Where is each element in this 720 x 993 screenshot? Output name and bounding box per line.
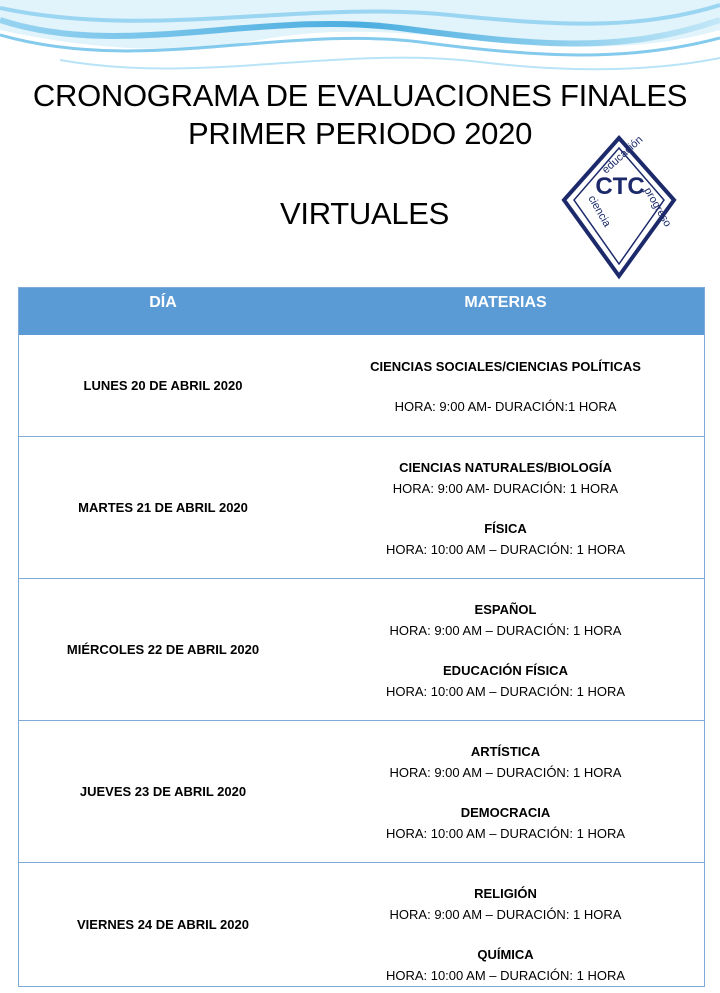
subject-time: HORA: 9:00 AM- DURACIÓN:1 HORA	[394, 399, 617, 414]
subjects-cell	[307, 335, 704, 436]
subject-time: HORA: 10:00 AM – DURACIÓN: 1 HORA	[385, 684, 626, 699]
exam-schedule-table	[18, 287, 705, 987]
subject-name: RELIGIÓN	[474, 886, 537, 901]
day-cell: LUNES 20 DE ABRIL 2020	[83, 378, 243, 393]
column-header-day: DÍA	[149, 294, 177, 311]
subject-name: FÍSICA	[484, 521, 527, 536]
subject-name: ARTÍSTICA	[470, 744, 541, 759]
svg-text:progreso: progreso	[641, 185, 674, 230]
subjects-cell	[307, 579, 704, 720]
page-title-line-2: PRIMER PERIODO 2020	[187, 116, 533, 151]
svg-text:ciencia: ciencia	[585, 193, 613, 230]
subjects-cell	[307, 721, 704, 862]
day-cell: JUEVES 23 DE ABRIL 2020	[79, 784, 247, 799]
day-cell: MIÉRCOLES 22 DE ABRIL 2020	[66, 642, 260, 657]
table-row	[19, 579, 704, 721]
page-title-line-1: CRONOGRAMA DE EVALUACIONES FINALES	[32, 78, 688, 113]
day-cell: VIERNES 24 DE ABRIL 2020	[77, 917, 249, 932]
page-subtitle: VIRTUALES	[280, 196, 450, 231]
table-row	[19, 721, 704, 863]
subject-time: HORA: 9:00 AM – DURACIÓN: 1 HORA	[389, 765, 622, 780]
subject-time: HORA: 10:00 AM – DURACIÓN: 1 HORA	[385, 826, 626, 841]
day-cell: MARTES 21 DE ABRIL 2020	[78, 500, 248, 515]
subject-time: HORA: 9:00 AM – DURACIÓN: 1 HORA	[389, 907, 622, 922]
subject-name: CIENCIAS NATURALES/BIOLOGÍA	[399, 460, 612, 475]
column-header-subjects: MATERIAS	[464, 294, 547, 311]
table-header	[19, 288, 704, 335]
subjects-cell	[307, 863, 704, 986]
subject-time: HORA: 10:00 AM – DURACIÓN: 1 HORA	[385, 968, 626, 983]
subject-time: HORA: 9:00 AM – DURACIÓN: 1 HORA	[389, 623, 622, 638]
subject-name: EDUCACIÓN FÍSICA	[443, 663, 568, 678]
subject-name: QUÍMICA	[477, 947, 534, 962]
subject-time: HORA: 9:00 AM- DURACIÓN: 1 HORA	[392, 481, 619, 496]
svg-text:CTC: CTC	[595, 173, 645, 200]
table-row	[19, 863, 704, 986]
subject-time: HORA: 10:00 AM – DURACIÓN: 1 HORA	[385, 542, 626, 557]
subjects-cell	[307, 437, 704, 578]
table-row	[19, 335, 704, 437]
school-logo	[560, 134, 678, 280]
svg-text:educación: educación	[599, 134, 646, 177]
subject-name: CIENCIAS SOCIALES/CIENCIAS POLÍTICAS	[370, 359, 641, 374]
subject-name: DEMOCRACIA	[460, 805, 551, 820]
table-row	[19, 437, 704, 579]
subject-name: ESPAÑOL	[474, 602, 537, 617]
